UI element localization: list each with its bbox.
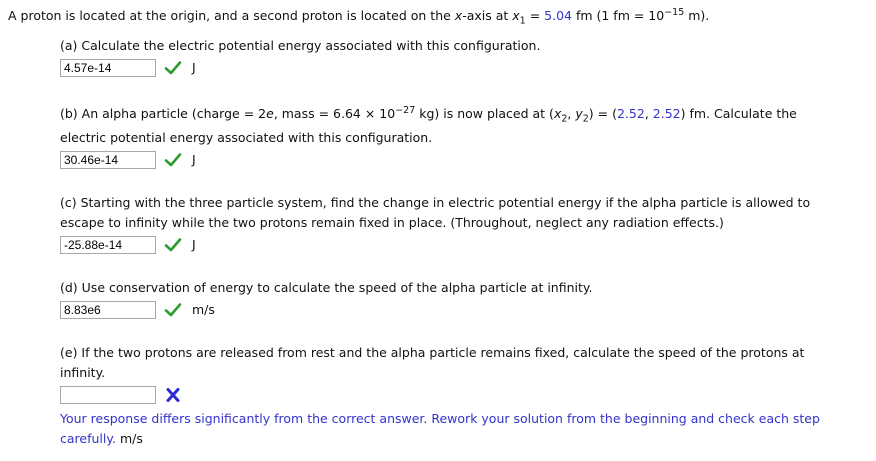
part-b-text-pre: (b) An alpha particle (charge = 2 (60, 106, 267, 121)
intro-x-var: x (454, 8, 463, 23)
check-icon (164, 302, 182, 318)
part-b-x2-value: 2.52 (616, 106, 645, 121)
part-b-question-line2: electric potential energy associated with this configuration. (60, 130, 433, 145)
part-b-unit: J (192, 152, 196, 167)
part-c-question-line2: escape to infinity while the two protons remain fixed in place. (Throughout, neglect any radiation effects.) (60, 215, 724, 230)
check-icon (164, 152, 182, 168)
part-b-answer-row (60, 149, 196, 171)
part-b-e-var: e (266, 106, 274, 121)
part-b-answer-input[interactable] (60, 151, 156, 169)
intro-exponent: −15 (664, 6, 685, 18)
part-b-sep: , (644, 106, 653, 121)
part-b-y2-value: 2.52 (652, 106, 681, 121)
part-b-y-var: y (575, 106, 583, 121)
part-a-unit: J (192, 60, 196, 75)
part-a-answer-row (60, 57, 196, 79)
part-d-question: (d) Use conservation of energy to calculate the speed of the alpha particle at infinity. (60, 280, 593, 295)
part-e-question-line2: infinity. (60, 365, 106, 380)
part-b-question-line1 (60, 104, 797, 125)
intro-end: m). (684, 8, 710, 23)
check-icon (164, 237, 182, 253)
part-e-feedback-line1: Your response differs significantly from the correct answer. Rework your solution from the beginning and check each step (60, 411, 820, 426)
cross-icon (164, 387, 182, 403)
intro-x1-var: x (512, 8, 520, 23)
part-b-x-var: x (553, 106, 562, 121)
part-e-unit: m/s (119, 431, 143, 446)
part-b-x-sub: 2 (561, 113, 568, 125)
check-icon (164, 60, 182, 76)
intro-x1-value: 5.04 (544, 8, 572, 23)
part-e-feedback-line2-text: carefully. (60, 431, 116, 446)
part-b-eq: ) = ( (588, 106, 617, 121)
part-d-answer-input[interactable] (60, 301, 156, 319)
part-b-comma: , (567, 106, 576, 121)
part-c-question-line1: (c) Starting with the three particle system, find the change in electric potential energy if the alpha particle is allowed to (60, 195, 811, 210)
part-d-answer-row (60, 299, 215, 321)
part-b-text-end: ) fm. Calculate the (680, 106, 797, 121)
part-c-answer-row (60, 234, 196, 256)
intro-eq: = (525, 8, 545, 23)
part-a-question: (a) Calculate the electric potential energy associated with this configuration. (60, 38, 541, 53)
intro-prefix: A proton is located at the origin, and a second proton is located on the (8, 8, 455, 23)
part-e-question-line1: (e) If the two protons are released from rest and the alpha particle remains fixed, calculate the speed of the protons at (60, 345, 805, 360)
part-c-unit: J (192, 237, 196, 252)
part-a-answer-input[interactable] (60, 59, 156, 77)
intro-x1-sub: 1 (519, 15, 526, 27)
problem-intro (8, 6, 710, 27)
part-e-feedback-line2 (60, 431, 143, 447)
part-b-text-mass: , mass = 6.64 × 10 (273, 106, 396, 121)
part-e-answer-input[interactable] (60, 386, 156, 404)
part-b-exponent: −27 (395, 104, 416, 116)
intro-unit-text: fm (1 fm = 10 (571, 8, 665, 23)
part-c-answer-input[interactable] (60, 236, 156, 254)
part-d-unit: m/s (192, 302, 215, 317)
part-e-answer-row (60, 384, 182, 406)
part-b-y-sub: 2 (582, 113, 589, 125)
part-b-text-mid: kg) is now placed at ( (415, 106, 554, 121)
intro-mid: -axis at (462, 8, 513, 23)
